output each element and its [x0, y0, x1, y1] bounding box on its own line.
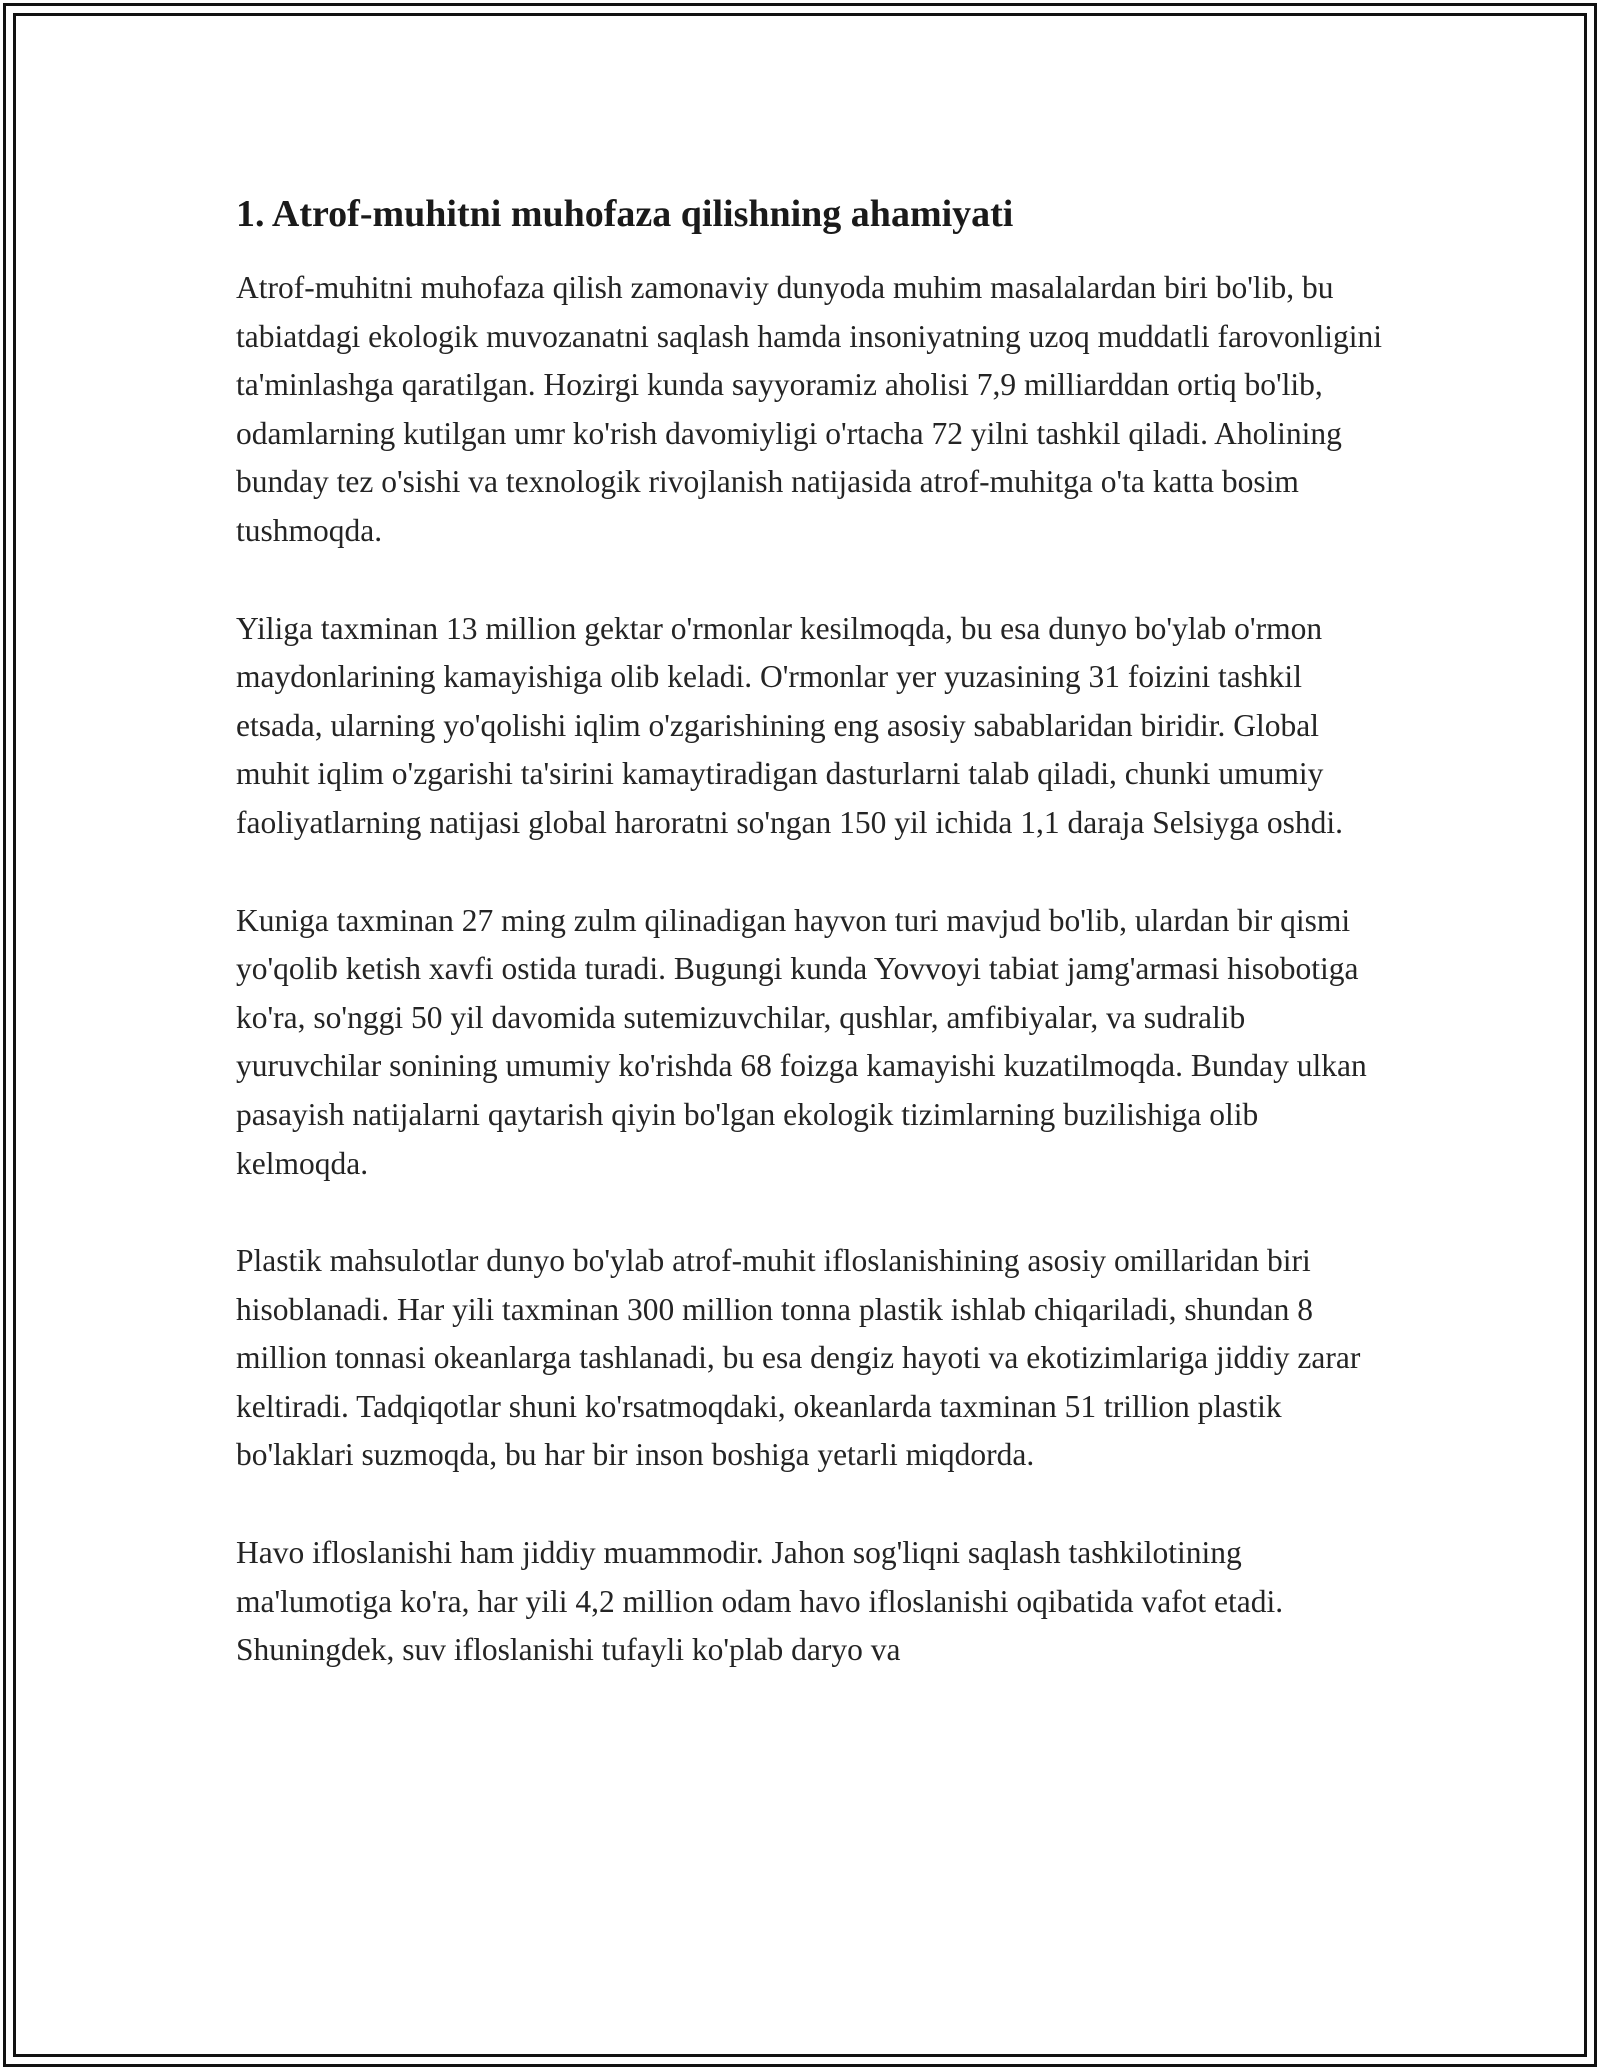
section-heading: 1. Atrof-muhitni muhofaza qilishning ahamiyati: [236, 193, 1014, 235]
paragraph-2: Yiliga taxminan 13 million gektar o'rmonlar kesilmoqda, bu esa dunyo bo'ylab o'rmon maydonlarining kamayishiga olib keladi. O'rmonlar yer yuzasining 31 foizini tashkil etsada, ularning yo'qolishi iqlim o'zgarishining eng asosiy sabablaridan biridir. Global muhit iqlim o'zgarishi ta'sirini kamaytiradigan dasturlarni talab qiladi, chunki umumiy faoliyatlarning natijasi global haroratni so'ngan 150 yil ichida 1,1 daraja Selsiyga oshdi.: [236, 610, 1344, 840]
paragraph-1: Atrof-muhitni muhofaza qilish zamonaviy dunyoda muhim masalalardan biri bo'lib, bu tabiatdagi ekologik muvozanatni saqlash hamda insoniyatning uzoq muddatli farovonligini ta'minlashga qaratilgan. Hozirgi kunda sayyoramiz aholisi 7,9 milliarddan ortiq bo'lib, odamlarning kutilgan umr ko'rish davomiyligi o'rtacha 72 yilni tashkil qiladi. Aholining bunday tez o'sishi va texnologik rivojlanish natijasida atrof-muhitga o'ta katta bosim tushmoqda.: [236, 270, 1383, 548]
paragraph-3: Kuniga taxminan 27 ming zulm qilinadigan hayvon turi mavjud bo'lib, ulardan bir qismi yo'qolib ketish xavfi ostida turadi. Bugungi kunda Yovvoyi tabiat jamg'armasi hisobotiga ko'ra, so'nggi 50 yil davomida sutemizuvchilar, qushlar, amfibiyalar, va sudralib yuruvchilar sonining umumiy ko'rishda 68 foizga kamayishi kuzatilmoqda. Bunday ulkan pasayish natijalarni qaytarish qiyin bo'lgan ekologik tizimlarning buzilishiga olib kelmoqda.: [236, 902, 1367, 1181]
paragraph-5: Havo ifloslanishi ham jiddiy muammodir. Jahon sog'liqni saqlash tashkilotining ma'lumotiga ko'ra, har yili 4,2 million odam havo ifloslanishi oqibatida vafot etadi. Shuningdek, suv ifloslanishi tufayli ko'plab daryo va: [236, 1535, 1284, 1668]
document-body: [236, 186, 1386, 1724]
paragraph-4: Plastik mahsulotlar dunyo bo'ylab atrof-muhit ifloslanishining asosiy omillaridan biri hisoblanadi. Har yili taxminan 300 million tonna plastik ishlab chiqariladi, shundan 8 million tonnasi okeanlarga tashlanadi, bu esa dengiz hayoti va ekotizimlariga jiddiy zarar keltiradi. Tadqiqotlar shuni ko'rsatmoqdaki, okeanlarda taxminan 51 trillion plastik bo'laklari suzmoqda, bu har bir inson boshiga yetarli miqdorda.: [236, 1243, 1361, 1473]
